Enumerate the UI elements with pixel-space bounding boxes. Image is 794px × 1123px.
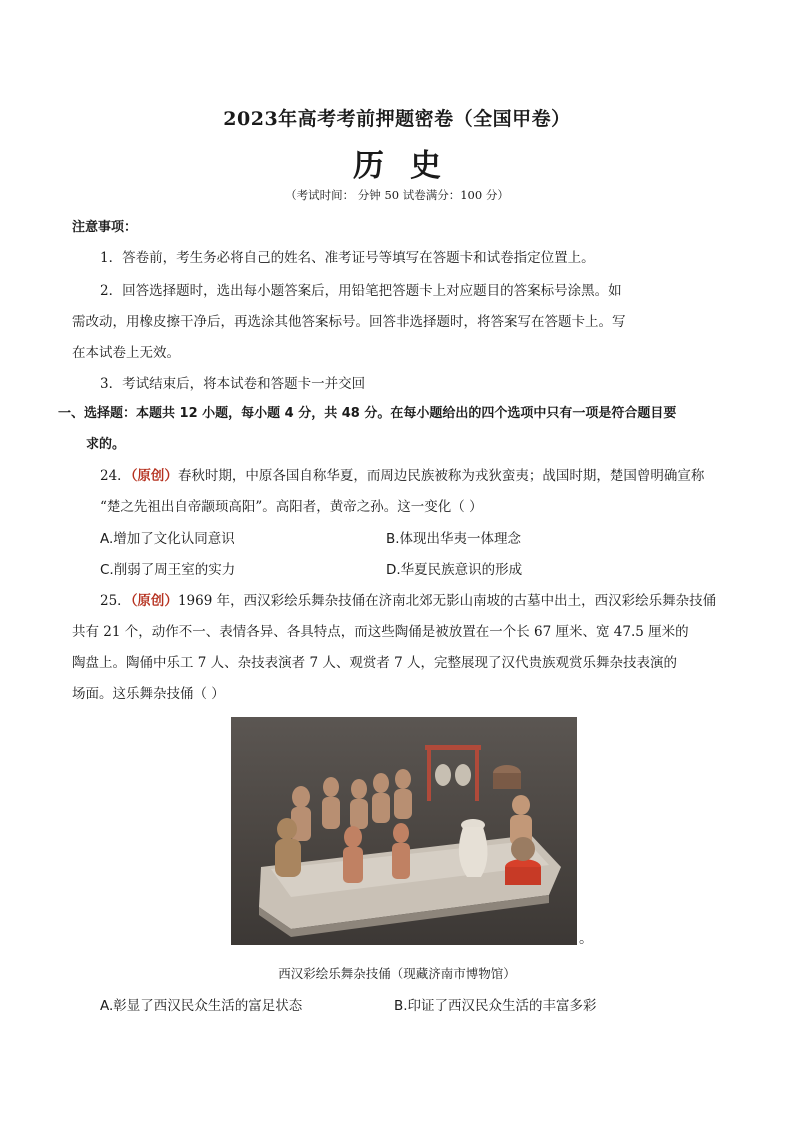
- section-text-emphasis: 四个选项中只有一项: [481, 406, 599, 421]
- q24-line-2: “楚之先祖出自帝颛顼高阳”。高阳者，黄帝之孙。这一变化（ ）: [100, 499, 483, 515]
- q25-line-2: 共有 21 个，动作不一、表情各异、各具特点，而这些陶俑是被放置在一个长 67 厘米、宽 47.5 厘米的: [72, 624, 689, 640]
- q24-option-c: C.削弱了周王室的实力: [100, 562, 236, 578]
- q24-option-a: A.增加了文化认同意识: [100, 531, 235, 547]
- notice-item-2-line-1: 2．回答选择题时，选出每小题答案后，用铅笔把答题卡上对应题目的答案标号涂黑。如: [100, 283, 622, 299]
- subject-title: 历史: [353, 148, 467, 184]
- figure-trailing-dot: 。: [579, 931, 593, 947]
- q25-line-4: 场面。这乐舞杂技俑（ ）: [72, 686, 225, 702]
- notice-heading: 注意事项：: [72, 220, 138, 235]
- q24-line-1: [100, 466, 704, 486]
- notice-item-2-line-2: 需改动，用橡皮擦干净后，再选涂其他答案标号。回答非选择题时，将答案写在答题卡上。写: [72, 314, 626, 330]
- section-text-a: 一、选择题：本题共 12 小题，每小题 4 分，共 48 分。在每小题给出的: [58, 406, 482, 421]
- figurines-illustration: [231, 717, 577, 945]
- figurines-photo: [231, 717, 577, 945]
- q24-number: 24．: [100, 468, 131, 484]
- notice-item-2-line-3: 在本试卷上无效。: [72, 345, 180, 361]
- q25-number: 25．: [100, 593, 131, 609]
- q24-text-1: 春秋时期，中原各国自称华夏，而周边民族被称为戎狄蛮夷；战国时期，楚国曾明确宣称: [177, 468, 705, 484]
- q25-option-a: A.彰显了西汉民众生活的富足状态: [100, 998, 303, 1014]
- q24-option-d: D.华夏民族意识的形成: [386, 562, 523, 578]
- exam-info: （考试时间： 分钟 50 试卷满分：100 分）: [285, 188, 509, 202]
- q25-option-b: B.印证了西汉民众生活的丰富多彩: [394, 998, 597, 1014]
- notice-item-3: 3．考试结束后，将本试卷和答题卡一并交回: [100, 376, 366, 392]
- notice-item-1: 1．答卷前，考生务必将自己的姓名、准考证号等填写在答题卡和试卷指定位置上。: [100, 250, 595, 266]
- q24-tag: （原创）: [130, 468, 178, 484]
- section-instruction-line-1: [58, 404, 676, 424]
- section-text-c: 是符合题目要: [598, 406, 677, 421]
- q25-line-3: 陶盘上。陶俑中乐工 7 人、杂技表演者 7 人、观赏者 7 人，完整展现了汉代贵族观赏乐舞杂技表演的: [72, 655, 678, 671]
- section-instruction-line-2: 求的。: [86, 437, 126, 452]
- figure-caption: 西汉彩绘乐舞杂技俑（现藏济南市博物馆）: [278, 966, 516, 981]
- q25-line-1: [100, 591, 716, 611]
- exam-title: 2023年高考考前押题密卷（全国甲卷）: [223, 108, 571, 130]
- q25-tag: （原创）: [130, 593, 178, 609]
- q25-text-1: 1969 年，西汉彩绘乐舞杂技俑在济南北郊无影山南坡的古墓中出土，西汉彩绘乐舞杂技俑: [177, 593, 717, 609]
- q24-option-b: B.体现出华夷一体理念: [386, 531, 522, 547]
